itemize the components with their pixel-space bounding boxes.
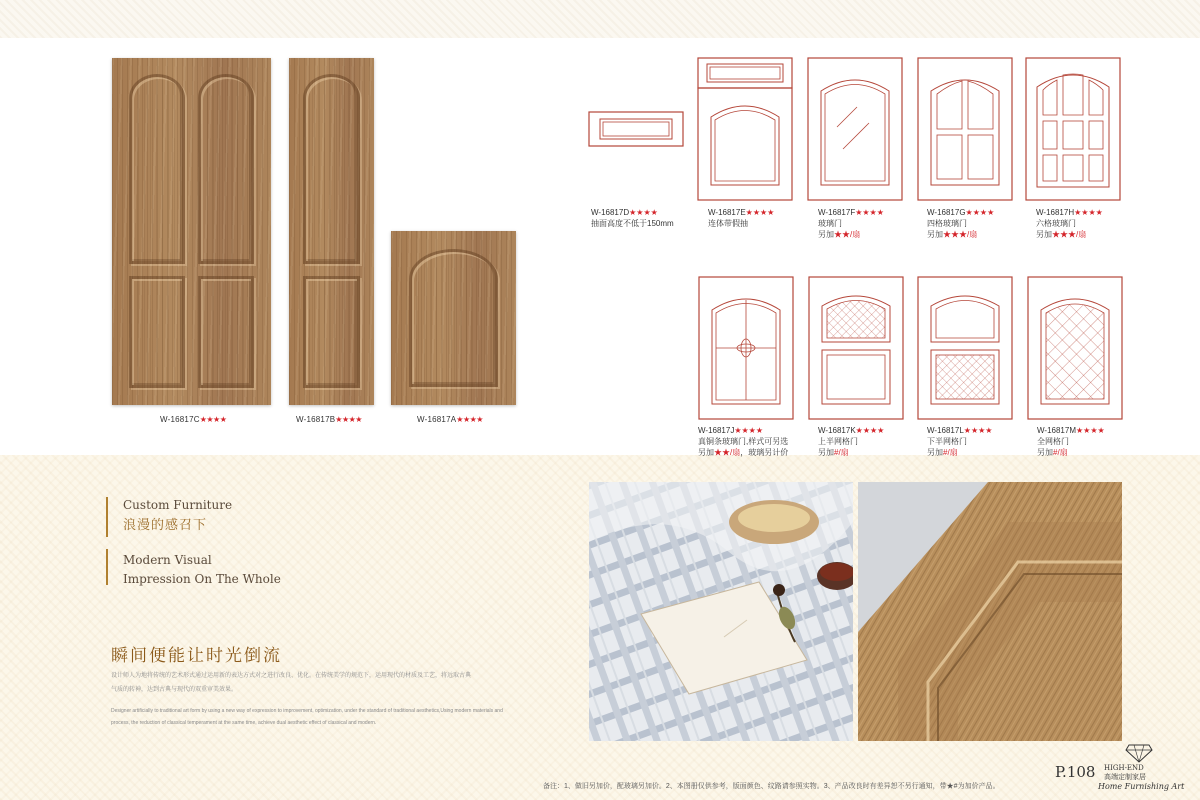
style-extra: 另加 xyxy=(927,230,943,239)
brand-high-end: HIGH-END xyxy=(1104,764,1144,772)
style-extra-price: #/扇 xyxy=(1053,448,1068,457)
style-code: W-16817E xyxy=(708,208,746,217)
style-extra-price: ★★/扇 xyxy=(714,448,741,457)
style-e-drawing xyxy=(697,57,793,201)
door-w16817a-image xyxy=(391,231,516,405)
style-label-l xyxy=(927,425,992,458)
style-code: W-16817J xyxy=(698,426,735,435)
style-label-e xyxy=(708,207,774,229)
style-code: W-16817H xyxy=(1036,208,1075,217)
door-stars: ★★★★ xyxy=(456,415,483,424)
style-k-drawing xyxy=(808,276,904,420)
brand-script: Home Furnishing Art xyxy=(1098,782,1185,791)
brand-cn: 高端定制家居 xyxy=(1104,774,1146,781)
style-desc: 下半网格门 xyxy=(927,437,967,446)
style-stars: ★★★★ xyxy=(1074,208,1103,217)
intro-paragraph-en-1: Designer artificially to traditional art form by using a new way of expression to improvement, optimization, under the standard of traditional aesthetics,Using modern materials and xyxy=(111,708,503,714)
intro-paragraph-cn-1: 设计师人为地将传统的艺术形式通过运用新的表达方式对之进行改良、优化。在传统美学的规范下，运用现代的材质及工艺，将远取古典 xyxy=(111,673,472,679)
style-extra-price: ★★/扇 xyxy=(834,230,861,239)
style-desc: 连体带假抽 xyxy=(708,219,748,228)
style-f-drawing xyxy=(807,57,903,201)
style-extra-price: #/扇 xyxy=(943,448,958,457)
style-stars: ★★★★ xyxy=(734,426,764,435)
style-extra: 另加 xyxy=(927,448,943,457)
style-desc: 玻璃门 xyxy=(818,219,842,228)
heading-bar-1 xyxy=(106,497,108,537)
door-label-a xyxy=(417,415,483,424)
style-desc: 六格玻璃门 xyxy=(1036,219,1076,228)
door-label-c xyxy=(160,415,226,424)
style-stars: ★★★★ xyxy=(855,208,884,217)
style-extra-price: ★★★/扇 xyxy=(1052,230,1087,239)
style-label-m xyxy=(1037,425,1105,458)
footer-note: 备注：1、做旧另加价，配玻璃另加价。2、本图册仅供参考，版面颜色、纹路请参照实物。3、产品改良时有差异恕不另行通知，带★#为加价产品。 xyxy=(543,783,1000,790)
style-extra: 另加 xyxy=(1037,448,1053,457)
style-desc: 真铜条玻璃门,样式可另选 xyxy=(698,437,789,446)
style-stars: ★★★★ xyxy=(855,426,885,435)
style-extra-price: ★★★/扇 xyxy=(943,230,978,239)
door-label-b xyxy=(296,415,362,424)
style-code: W-16817K xyxy=(818,426,856,435)
style-code: W-16817L xyxy=(927,426,964,435)
style-code: W-16817F xyxy=(818,208,856,217)
style-label-h xyxy=(1036,207,1103,240)
door-stars: ★★★★ xyxy=(199,415,227,424)
intro-paragraph-en-2: process, the reduction of classical temperament at the same time, achieve dual aesthetic effect of classical and modern. xyxy=(111,720,377,726)
style-label-g xyxy=(927,207,994,240)
style-stars: ★★★★ xyxy=(629,208,658,217)
diamond-logo-icon xyxy=(1125,743,1153,763)
heading-modern-visual: Modern Visual xyxy=(123,553,212,567)
style-extra: 另加 xyxy=(818,230,834,239)
heading-impression: Impression On The Whole xyxy=(123,572,281,586)
style-desc: 抽面高度不低于150mm xyxy=(591,219,674,228)
heading-romantic: 浪漫的感召下 xyxy=(123,517,208,532)
page-number: P.108 xyxy=(1055,763,1096,781)
door-w16817c-image xyxy=(112,58,271,405)
intro-paragraph-cn-2: 气质的转神，达到古典与现代的双重审美效果。 xyxy=(111,687,238,693)
style-m-drawing xyxy=(1027,276,1123,420)
style-g-drawing xyxy=(917,57,1013,201)
style-code: W-16817D xyxy=(591,208,630,217)
style-l-drawing xyxy=(917,276,1013,420)
top-band xyxy=(0,0,1200,38)
style-label-k xyxy=(818,425,884,458)
style-extra: 另加 xyxy=(1036,230,1052,239)
style-d-drawing xyxy=(588,111,684,147)
style-extra: 另加 xyxy=(698,448,714,457)
door-code: W-16817C xyxy=(160,415,200,424)
slogan-title: 瞬间便能让时光倒流 xyxy=(111,646,282,665)
style-extra-price: #/扇 xyxy=(834,448,849,457)
style-desc: 全网格门 xyxy=(1037,437,1069,446)
style-stars: ★★★★ xyxy=(965,208,995,217)
style-stars: ★★★★ xyxy=(963,426,993,435)
style-desc: 四格玻璃门 xyxy=(927,219,967,228)
heading-custom-furniture: Custom Furniture xyxy=(123,498,233,512)
style-label-f xyxy=(818,207,884,240)
door-code: W-16817A xyxy=(417,415,457,424)
style-extra: 另加 xyxy=(818,448,834,457)
style-stars: ★★★★ xyxy=(1075,426,1105,435)
style-h-drawing xyxy=(1025,57,1121,201)
style-code: W-16817G xyxy=(927,208,966,217)
style-stars: ★★★★ xyxy=(745,208,775,217)
wood-detail-photo xyxy=(858,482,1122,741)
lifestyle-photo xyxy=(589,482,853,741)
heading-bar-2 xyxy=(106,549,108,585)
door-w16817b-image xyxy=(289,58,374,405)
style-code: W-16817M xyxy=(1037,426,1076,435)
style-j-drawing xyxy=(698,276,794,420)
door-code: W-16817B xyxy=(296,415,336,424)
door-stars: ★★★★ xyxy=(335,415,362,424)
style-desc: 上半网格门 xyxy=(818,437,858,446)
style-extra-note: ，玻璃另计价 xyxy=(740,448,789,457)
style-label-j xyxy=(698,425,788,458)
style-label-d xyxy=(591,207,674,229)
